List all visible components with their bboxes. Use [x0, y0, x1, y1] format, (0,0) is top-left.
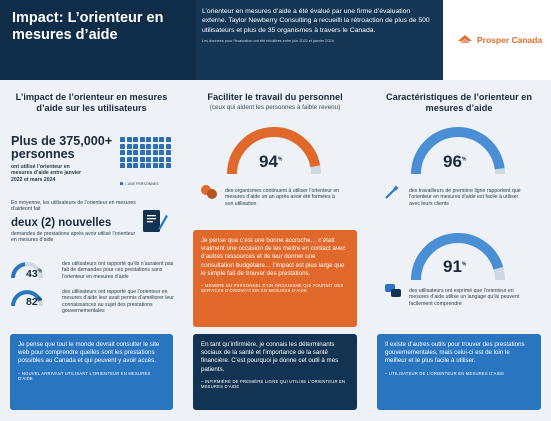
- page-title: Impact: L’orienteur en mesures d’aide: [12, 10, 164, 43]
- quote-text: En tant qu’infirmière, je connais les déterminants sociaux de la santé et l’importance de la santé financière. C’est pourquoi je donne cet outil à mes patients.: [201, 341, 339, 373]
- staff-quote-card: [193, 230, 357, 327]
- stat-91-caption: des utilisateurs ont exprimé que l’orienteur en mesures d’aide utilise un langage qu’ils peuvent facilement comprendre: [409, 288, 520, 307]
- stat-96-number: 96: [443, 152, 462, 171]
- document-pen-icon: [139, 207, 169, 237]
- column-title: Caractéristiques de l’orienteur en mesures d’aide: [385, 92, 533, 113]
- stat-82-caption: des utilisateurs ont rapporté que l’orienteur en mesures d’aide leur avait permis d’améliorer leur connaissances au sujet des prestations gouvernementales: [62, 289, 174, 315]
- header-intro-panel: [196, 0, 443, 80]
- person-icon: [166, 157, 171, 162]
- person-icon: [120, 163, 125, 168]
- percent-sign: %: [461, 156, 467, 163]
- column-user-impact: [0, 80, 183, 421]
- person-icon: [159, 163, 164, 168]
- people-legend: [120, 182, 159, 186]
- quote-text: Je pense que tout le monde devrait consulter le site web pour comprendre quelles sont les prestations possibles au Canada et qui peuvent y avoir accès.: [18, 341, 160, 365]
- speech-bubbles-icon: [384, 283, 402, 299]
- stat-94-value: [259, 152, 282, 172]
- newcomer-quote-card: [10, 334, 173, 410]
- stat-94-caption: des organismes continuent à utiliser l’orienteur en mesures d’aide un an après avoir été formées à son utilisation: [225, 188, 340, 207]
- stat-94-number: 94: [259, 152, 278, 171]
- person-icon: [153, 144, 158, 149]
- stat-96-caption: des travailleurs de première ligne rapportent que l’orienteur en mesures d’aide est facile à utiliser avec leurs clients: [409, 188, 521, 207]
- person-icon: [120, 157, 125, 162]
- person-icon: [133, 157, 138, 162]
- header: [0, 0, 551, 80]
- stat-91-value: [443, 257, 466, 277]
- person-icon: [133, 163, 138, 168]
- user-quote-card: [377, 334, 541, 410]
- person-icon: [146, 150, 151, 155]
- person-icon: [159, 144, 164, 149]
- person-icon: [140, 157, 145, 162]
- person-icon: [127, 157, 132, 162]
- column-title: Faciliter le travail du personnel: [207, 92, 343, 102]
- person-icon: [140, 137, 145, 142]
- person-icon: [120, 137, 125, 142]
- person-icon: [120, 144, 125, 149]
- person-icon: [153, 150, 158, 155]
- person-icon: [166, 150, 171, 155]
- quote-source: – NOUVEL ARRIVANT UTILISANT L’ORIENTEUR EN MESURES D’AIDE: [18, 370, 151, 382]
- users-count-bold: Plus de 375,000+ personnes: [11, 134, 113, 161]
- person-icon: [140, 144, 145, 149]
- header-brand-panel: [443, 0, 551, 80]
- stat-91-number: 91: [443, 257, 462, 276]
- data-collection-note: Les données pour l’évaluation ont été récoltées entre juin 2022 et janvier 2024.: [202, 39, 335, 44]
- column-title: L’impact de l’orienteur en mesures d’aide sur les utilisateurs: [15, 92, 168, 113]
- people-pictogram: [120, 137, 172, 168]
- person-icon: [133, 150, 138, 155]
- person-icon: [153, 157, 158, 162]
- person-icon: [166, 144, 171, 149]
- person-icon: [127, 144, 132, 149]
- prosper-logo-icon: [457, 33, 473, 47]
- avg-requests-bold: deux (2) nouvelles: [11, 217, 112, 229]
- person-icon: [159, 137, 164, 142]
- person-icon: [120, 150, 125, 155]
- percent-sign: %: [37, 268, 43, 275]
- stat-43-value: [26, 268, 42, 280]
- person-icon: [153, 137, 158, 142]
- person-icon: [153, 163, 158, 168]
- users-count-stat: [11, 135, 126, 183]
- percent-sign: %: [277, 156, 283, 163]
- person-icon: [159, 150, 164, 155]
- nurse-quote-card: [193, 334, 357, 410]
- brand-name: Prosper Canada: [477, 35, 543, 45]
- avg-requests-intro: En moyenne, les utilisateurs de l’orienteur en mesures d’aideont fait: [11, 200, 136, 213]
- person-icon: [127, 163, 132, 168]
- person-icon: [127, 150, 132, 155]
- column-staff-support: [183, 80, 367, 421]
- person-icon: [146, 163, 151, 168]
- quote-text: Je pense que c’est une bonne accroche… c’était vraiment une occasion de les mettre en contact avec d’autres ressources et de leur donner une consultation budgétaire… l’impact est plus large que le simple fait de trouver des prestations.: [201, 237, 346, 277]
- people-chat-icon: [200, 184, 218, 200]
- person-icon: [140, 163, 145, 168]
- header-title-panel: [0, 0, 196, 80]
- stat-96-value: [443, 152, 466, 172]
- person-icon: [159, 157, 164, 162]
- quote-source: – MEMBRE DU PERSONNEL D’UN ORGANISME QUI FOURNIT DES SERVICES D’ORIENTATION EN MESURES D’AIDE: [201, 283, 344, 294]
- stat-43-number: 43: [26, 268, 38, 280]
- stat-43-caption: des utilisateurs ont rapporté qu’ils n’auraient pas fait de demandes pour ces prestations sans l’orienteur en mesures d’aide: [62, 261, 174, 280]
- person-icon: [127, 137, 132, 142]
- stat-82-value: [26, 296, 42, 308]
- person-icon: [146, 144, 151, 149]
- person-icon: [120, 182, 123, 185]
- quote-source: – UTILISATEUR DE L’ORIENTEUR EN MESURES D’AIDE: [385, 370, 505, 376]
- quote-text: Il existe d’autres outils pour trouver des prestations gouvernementales, mais celui-ci est de loin le meilleur et le plus facile à utiliser.: [385, 341, 525, 365]
- intro-blurb: L’orienteur en mesures d’aide a été évalué par une firme d’évaluation externe. Taylor Newberry Consulting a recueilli la rétroaction de plus de 500 utilisateurs et plus de 35 organismes à travers le Canada.: [202, 8, 430, 34]
- content-area: [0, 80, 551, 421]
- avg-requests-caption: demandes de prestations après avoir utilisé l’orienteur en mesures d’aide: [11, 231, 136, 244]
- people-legend-label: = 1000 PERSONNES: [124, 182, 159, 186]
- person-icon: [146, 157, 151, 162]
- person-icon: [166, 137, 171, 142]
- percent-sign: %: [461, 261, 467, 268]
- magic-wand-icon: [384, 184, 400, 200]
- person-icon: [166, 163, 171, 168]
- stat-82-number: 82: [26, 296, 38, 308]
- person-icon: [133, 144, 138, 149]
- person-icon: [140, 150, 145, 155]
- person-icon: [146, 137, 151, 142]
- brand-logo: [457, 33, 542, 47]
- person-icon: [133, 137, 138, 142]
- users-count-caption: ont utilisé l’orienteur en mesures d’aide entre janvier 2022 et mars 2024: [11, 164, 82, 183]
- percent-sign: %: [37, 296, 43, 303]
- column-subtitle: (ceux qui aident les personnes à faible revenu): [209, 104, 341, 111]
- column-tool-features: [367, 80, 551, 421]
- quote-source: – INFIRMIÈRE DE PREMIÈRE LIGNE QUI UTILISE L’ORIENTEUR EN MESURES D’AIDE: [201, 378, 346, 390]
